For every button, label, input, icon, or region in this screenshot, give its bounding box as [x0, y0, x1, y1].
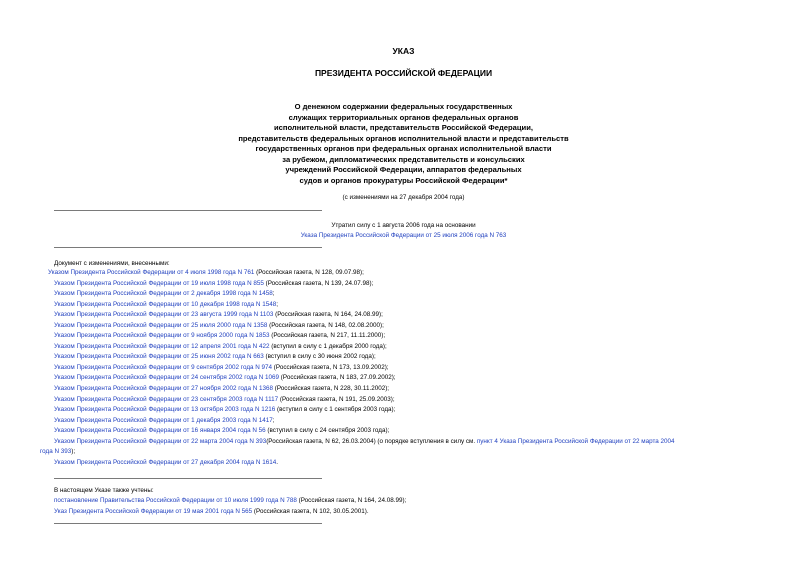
list-item [54, 405, 675, 416]
also-source: (Российская газета, N 102, 30.05.2001). [252, 507, 369, 515]
change-source: (вступил в силу с 1 декабря 2000 года); [269, 342, 387, 350]
change-source: (Российская газета, N 148, 02.08.2000); [267, 321, 384, 329]
change-link[interactable]: Указом Президента Российской Федерации от 16 января 2004 года N 56 [54, 427, 266, 435]
change-link[interactable]: Указом Президента Российской Федерации от 9 сентября 2002 года N 974 [54, 363, 273, 371]
document-title [0, 102, 807, 186]
change-source: . [276, 458, 278, 466]
list-item [54, 300, 675, 311]
list-item [54, 507, 406, 518]
change-source: (вступил в силу с 30 июня 2002 года); [263, 353, 376, 361]
list-item [54, 426, 675, 437]
list-item [48, 268, 675, 279]
list-item [54, 310, 675, 321]
change-source: (Российская газета, N 164, 24.08.99); [273, 311, 383, 319]
title-line: государственных органов при федеральных органах исполнительной власти [255, 144, 552, 153]
president-heading: ПРЕЗИДЕНТА РОССИЙСКОЙ ФЕДЕРАЦИИ [314, 68, 493, 78]
title-line: О денежном содержании федеральных государственных [294, 102, 513, 111]
change-link[interactable]: Указом Президента Российской Федерации от 24 сентября 2002 года N 1069 [54, 374, 280, 382]
change-source: ; [272, 416, 275, 424]
change-link[interactable]: Указом Президента Российской Федерации от 12 апреля 2001 года N 422 [54, 342, 270, 350]
list-item [54, 373, 675, 384]
change-link[interactable]: Указом Президента Российской Федерации от 22 марта 2004 года N 393 [54, 437, 267, 445]
list-item [54, 352, 675, 363]
title-line: представительств федеральных органов исполнительной власти и представительств [238, 133, 569, 143]
change-source: (Российская газета, N 228, 30.11.2002); [273, 385, 390, 393]
change-link[interactable]: Указом Президента Российской Федерации от 23 августа 1999 года N 1103 [54, 311, 274, 319]
change-link[interactable]: Указом Президента Российской Федерации от 27 декабря 2004 года N 1614 [54, 458, 277, 466]
change-link[interactable]: Указом Президента Российской Федерации от 9 ноября 2000 года N 1853 [54, 332, 270, 340]
list-item [54, 331, 675, 342]
change-source: (Российская газета, N 62, 26.03.2004) (о порядке вступления в силу см. [266, 437, 477, 445]
amendment-note: (с изменениями на 27 декабря 2004 года) [342, 194, 465, 201]
changes-heading: Документ с изменениями, внесенными: [54, 260, 170, 267]
change-source: (Российская газета, N 128, 09.07.98); [254, 269, 364, 276]
change-source: (вступил в силу с 1 сентября 2003 года); [275, 406, 396, 414]
list-item [54, 279, 675, 290]
divider [54, 478, 322, 479]
list-item [54, 321, 675, 332]
change-link[interactable]: Указом Президента Российской Федерации от 23 сентября 2003 года N 1117 [54, 395, 279, 403]
reference-link[interactable]: пункт 4 Указа Президента Российской Федерации от 22 марта 2004 [476, 437, 675, 445]
list-item [54, 384, 675, 395]
change-source: (Российская газета, N 183, 27.09.2002); [279, 374, 396, 382]
list-item [54, 416, 675, 427]
changes-list [40, 268, 675, 468]
also-source: (Российская газета, N 164, 24.08.99); [296, 497, 407, 504]
change-source: (Российская газета, N 139, 24.07.98); [263, 279, 374, 287]
title-line: учреждений Российской Федерации, аппаратов федеральных [285, 165, 522, 174]
list-item [54, 289, 675, 300]
also-link[interactable]: Указ Президента Российской Федерации от 19 мая 2001 года N 565 [54, 507, 253, 515]
change-link[interactable]: Указом Президента Российской Федерации от 25 июня 2002 года N 663 [54, 353, 264, 361]
change-source: ; [276, 300, 278, 308]
list-item [54, 496, 406, 507]
change-source: (Российская газета, N 217, 11.11.2000); [269, 332, 386, 340]
list-item [54, 363, 675, 374]
change-link[interactable]: Указом Президента Российской Федерации от 4 июля 1998 года N 761 [48, 269, 255, 276]
decree-heading: УКАЗ [392, 46, 415, 56]
change-source: (Российская газета, N 191, 25.09.2003); [278, 395, 395, 403]
list-item-continuation [40, 447, 661, 458]
change-link[interactable]: Указом Президента Российской Федерации от 25 июля 2000 года N 1358 [54, 321, 268, 329]
reference-link-continuation[interactable]: года N 393 [40, 448, 72, 456]
change-source: (вступил в силу с 24 сентября 2003 года); [265, 427, 390, 435]
change-source: ; [272, 290, 275, 298]
title-line: служащих территориальных органов федеральных органов [288, 112, 519, 122]
divider [54, 210, 322, 211]
list-item [54, 342, 675, 353]
list-item [54, 395, 675, 406]
divider [54, 247, 322, 248]
change-source: (Российская газета, N 173, 13.09.2002); [272, 363, 389, 371]
change-link[interactable]: Указом Президента Российской Федерации от 2 декабря 1998 года N 1458 [54, 290, 273, 298]
title-line: судов и органов прокуратуры Российской Федерации* [299, 175, 508, 185]
also-list [54, 496, 406, 517]
change-link[interactable]: Указом Президента Российской Федерации от 19 июля 1998 года N 855 [54, 279, 264, 287]
divider [54, 523, 322, 524]
title-line: исполнительной власти, представительств Российской Федерации, [274, 123, 533, 132]
list-item [54, 437, 675, 448]
also-link[interactable]: постановление Правительства Российской Федерации от 10 июля 1999 года N 788 [54, 497, 297, 504]
change-source: ); [71, 448, 76, 456]
change-link[interactable]: Указом Президента Российской Федерации от 27 ноября 2002 года N 1368 [54, 385, 274, 393]
also-heading: В настоящем Указе также учтены: [54, 487, 154, 494]
status-text: Утратил силу с 1 августа 2006 года на основании [331, 222, 476, 229]
list-item [54, 458, 675, 469]
change-link[interactable]: Указом Президента Российской Федерации от 1 декабря 2003 года N 1417 [54, 416, 273, 424]
status-link[interactable]: Указа Президента Российской Федерации от 25 июля 2006 года N 763 [300, 232, 507, 239]
change-link[interactable]: Указом Президента Российской Федерации от 10 декабря 1998 года N 1548 [54, 300, 277, 308]
change-link[interactable]: Указом Президента Российской Федерации от 13 октября 2003 года N 1216 [54, 406, 276, 414]
title-line: за рубежом, дипломатических представительств и консульских [282, 154, 525, 164]
